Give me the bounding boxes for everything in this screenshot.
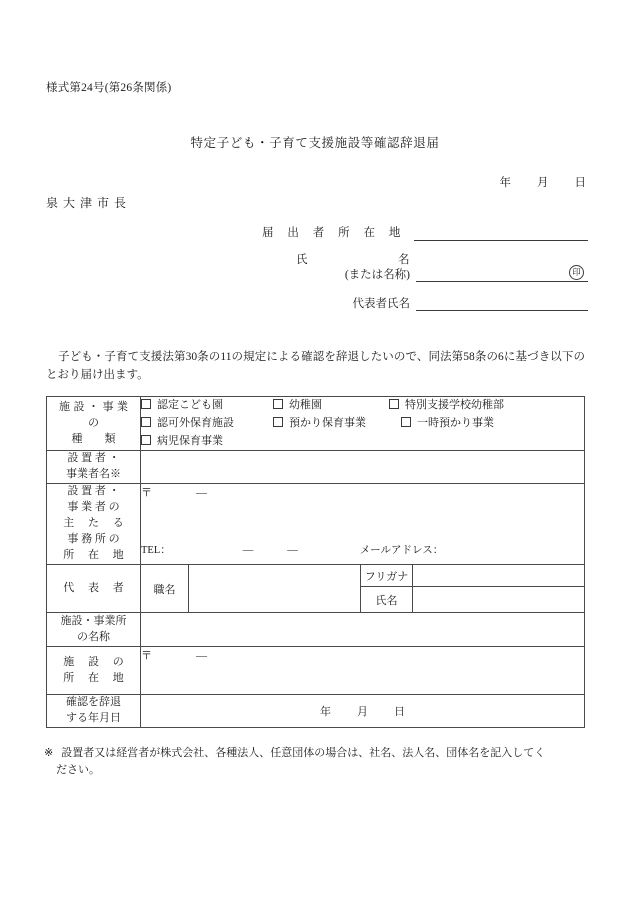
row-label-facility-address bbox=[47, 647, 141, 695]
checkbox-icon[interactable] bbox=[141, 399, 151, 409]
checkbox-option-byoujihoiku[interactable] bbox=[141, 433, 223, 451]
checkbox-icon[interactable] bbox=[273, 399, 283, 409]
row-label-line: 施 設 の bbox=[63, 655, 124, 668]
checkbox-label: 預かり保育事業 bbox=[289, 416, 366, 429]
applicant-name-label bbox=[258, 253, 424, 282]
row-label-line: 代 表 者 bbox=[63, 581, 124, 594]
representative-furigana-input[interactable] bbox=[413, 565, 585, 587]
row-label-facility-name bbox=[47, 613, 141, 647]
footnote bbox=[44, 745, 586, 778]
date-day-label: 日 bbox=[574, 177, 586, 189]
applicant-name-label-sub: (または名称) bbox=[344, 268, 410, 281]
table-row bbox=[47, 484, 585, 535]
checkbox-label: 認定こども園 bbox=[157, 399, 223, 411]
applicant-name-input[interactable] bbox=[416, 267, 588, 282]
checkbox-label: 幼稚園 bbox=[289, 399, 322, 411]
body-paragraph bbox=[46, 349, 585, 385]
operator-contact-row[interactable] bbox=[141, 534, 585, 564]
row-label-line: 設 置 者 ・ bbox=[67, 485, 120, 498]
tel-label: TEL： bbox=[141, 544, 171, 556]
checkbox-line bbox=[141, 397, 584, 415]
body-paragraph-line1: 子ども・子育て支援法第30条の11の規定による確認を辞退したいので、同法第58条の6に基づき以下 bbox=[58, 351, 574, 363]
row-label-operator-name bbox=[47, 451, 141, 484]
withdrawal-date-input[interactable] bbox=[141, 695, 585, 728]
checkbox-icon[interactable] bbox=[273, 417, 283, 427]
postal-code-dash: — bbox=[196, 650, 207, 662]
row-label-withdrawal-date bbox=[47, 695, 141, 728]
table-row bbox=[47, 565, 585, 587]
applicant-name-label-main: 氏 名 bbox=[296, 254, 424, 266]
postal-code-icon: 〒 bbox=[141, 487, 152, 500]
applicant-representative-input[interactable] bbox=[416, 296, 588, 311]
row-label-line: 確認を辞退 bbox=[66, 696, 121, 708]
row-label-facility-type bbox=[47, 397, 141, 451]
checkbox-line bbox=[141, 415, 584, 433]
table-row bbox=[47, 613, 585, 647]
row-label-line: 所 在 地 bbox=[63, 671, 124, 684]
checkbox-label: 一時預かり事業 bbox=[417, 416, 494, 429]
operator-name-input[interactable] bbox=[141, 451, 585, 484]
row-label-representative bbox=[47, 565, 141, 613]
checkbox-option-tokubetsushien[interactable] bbox=[389, 397, 504, 415]
tel-dash-2: — bbox=[287, 544, 298, 556]
table-row bbox=[47, 647, 585, 695]
addressee: 泉大津市長 bbox=[46, 196, 132, 210]
representative-furigana-label: フリガナ bbox=[361, 565, 413, 587]
footnote-text: 設置者又は経営者が株式会社、各種法人、任意団体の場合は、社名、法人名、団体名を記入してく bbox=[61, 747, 546, 759]
date-year-label: 年 bbox=[499, 177, 511, 189]
page-title: 特定子ども・子育て支援施設等確認辞退届 bbox=[190, 136, 440, 150]
table-row bbox=[47, 397, 585, 451]
withdrawal-day-label: 日 bbox=[394, 705, 405, 718]
checkbox-label: 病児保育事業 bbox=[157, 434, 223, 447]
row-label-line: の名称 bbox=[77, 630, 110, 643]
applicant-address-row bbox=[258, 226, 588, 241]
checkbox-icon[interactable] bbox=[389, 399, 399, 409]
row-label-line: 所 在 地 bbox=[63, 549, 124, 562]
row-label-line: 主 た る bbox=[63, 517, 124, 530]
applicant-address-input[interactable] bbox=[414, 226, 588, 241]
form-number: 様式第24号(第26条関係) bbox=[46, 82, 172, 94]
checkbox-option-ichijiazukari[interactable] bbox=[401, 415, 494, 433]
checkbox-option-azukarihoiku[interactable] bbox=[273, 415, 401, 433]
operator-postal-input[interactable] bbox=[141, 484, 585, 535]
checkbox-icon[interactable] bbox=[401, 417, 411, 427]
checkbox-icon[interactable] bbox=[141, 417, 151, 427]
checkbox-label: 認可外保育施設 bbox=[157, 416, 234, 429]
row-label-line: 施設・事業所 bbox=[60, 614, 127, 627]
applicant-representative-label: 代表者氏名 bbox=[352, 297, 410, 310]
facility-postal-input[interactable] bbox=[141, 647, 585, 695]
date-month-label: 月 bbox=[537, 177, 549, 189]
representative-name-input[interactable] bbox=[413, 587, 585, 613]
checkbox-icon[interactable] bbox=[141, 435, 151, 445]
table-row bbox=[47, 695, 585, 728]
representative-name-label: 氏名 bbox=[361, 587, 413, 613]
row-label-line: 設 置 者 ・ bbox=[67, 452, 120, 465]
footnote-text-continued: ださい。 bbox=[56, 763, 100, 776]
withdrawal-year-label: 年 bbox=[320, 705, 331, 718]
facility-name-input[interactable] bbox=[141, 613, 585, 647]
application-table bbox=[46, 396, 585, 728]
table-row bbox=[47, 451, 585, 484]
row-label-line: 種 類 bbox=[71, 432, 116, 445]
representative-post-label: 職名 bbox=[141, 565, 189, 613]
facility-type-options bbox=[141, 397, 585, 451]
row-label-line: 事業者名※ bbox=[66, 468, 121, 481]
row-label-line: する年月日 bbox=[66, 711, 121, 724]
checkbox-line bbox=[141, 433, 584, 451]
seal-icon: 印 bbox=[569, 265, 584, 280]
row-label-operator-address bbox=[47, 484, 141, 565]
row-label-line: 事 業 者 の bbox=[67, 501, 120, 514]
row-label-line: 事 務 所 の bbox=[67, 533, 120, 546]
applicant-representative-row bbox=[258, 296, 588, 311]
email-label: メールアドレス： bbox=[359, 544, 444, 556]
row-label-line: の bbox=[88, 416, 99, 429]
representative-post-input[interactable] bbox=[189, 565, 361, 613]
applicant-name-row bbox=[258, 253, 588, 282]
postal-code-icon: 〒 bbox=[141, 650, 152, 662]
applicant-address-label: 届 出 者 所 在 地 bbox=[262, 227, 406, 240]
footnote-mark: ※ bbox=[44, 747, 54, 759]
tel-dash-1: — bbox=[242, 544, 254, 556]
row-label-line: 施設・事業 bbox=[59, 400, 132, 413]
checkbox-option-youchien[interactable] bbox=[273, 397, 389, 415]
applicant-block bbox=[258, 226, 588, 315]
postal-code-dash: — bbox=[196, 487, 207, 500]
checkbox-option-ninteikodomoen[interactable] bbox=[141, 397, 273, 415]
submission-date-line bbox=[500, 174, 587, 190]
checkbox-label: 特別支援学校幼稚部 bbox=[405, 399, 504, 411]
withdrawal-month-label: 月 bbox=[357, 705, 368, 718]
body-paragraph-line2: のとおり届け出ます。 bbox=[46, 351, 585, 381]
checkbox-option-ninkagai[interactable] bbox=[141, 415, 273, 433]
